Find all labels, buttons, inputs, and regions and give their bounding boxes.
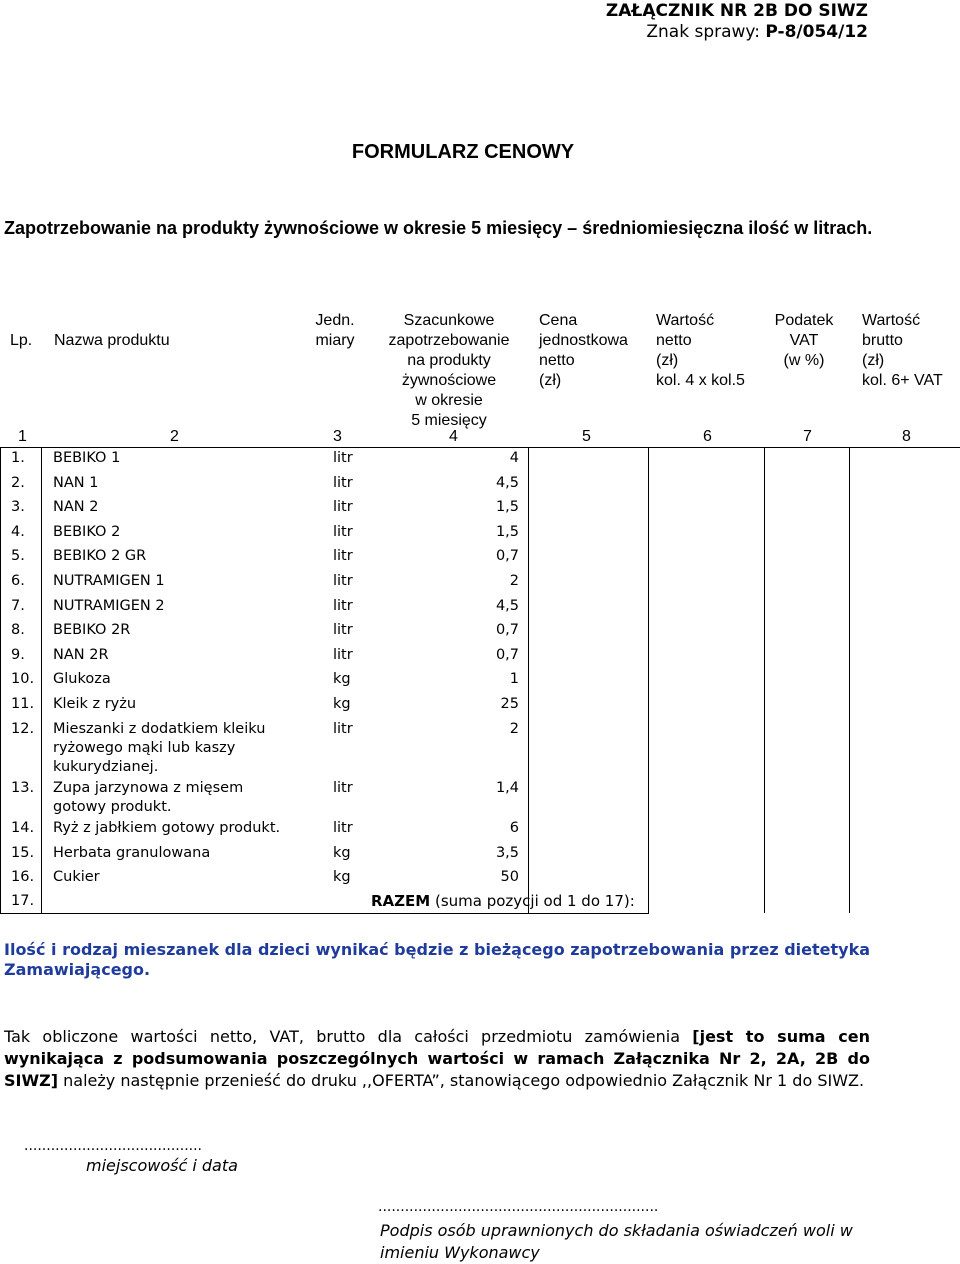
header-vat: Podatek VAT (w %) <box>774 312 834 369</box>
column-number: 3 <box>333 428 342 445</box>
header-lp: Lp. <box>10 332 33 349</box>
row-divider <box>0 447 960 448</box>
header-name: Nazwa produktu <box>54 332 170 349</box>
page-title: FORMULARZ CENOWY <box>351 141 575 163</box>
table-bottom-line <box>0 913 649 914</box>
case-number: Znak sprawy: P-8/054/12 <box>646 22 868 42</box>
column-number: 6 <box>703 428 712 445</box>
instruction-paragraph: Tak obliczone wartości netto, VAT, brutto dla całości przedmiotu zamówienia [jest to suma cen wynikająca z podsumowania poszczególnych wartości w ramach Załącznika Nr 2, 2A, 2B do SIWZ] należy następnie przenieść do druku ,,OFERTA”, stanowiącego odpowiednio Załącznik Nr 1 do SIWZ. <box>4 1027 871 1090</box>
column-number: 7 <box>803 428 812 445</box>
place-date-label: miejscowość i data <box>86 1156 238 1175</box>
attachment-label: ZAŁĄCZNIK NR 2B DO SIWZ <box>605 1 868 21</box>
note-text: Ilość i rodzaj mieszanek dla dzieci wynikać będzie z bieżącego zapotrzebowania przez dietetyka Zamawiającego. <box>4 940 871 979</box>
column-number: 4 <box>449 428 458 445</box>
signature-label: Podpis osób uprawnionych do składania oświadczeń woli w imieniu Wykonawcy <box>380 1221 853 1262</box>
column-divider <box>0 447 1 913</box>
column-number: 5 <box>582 428 591 445</box>
column-divider <box>764 447 765 913</box>
place-date-line: ........................................ <box>24 1138 203 1154</box>
header-price: Cena jednostkowa netto (zł) <box>539 312 628 389</box>
column-number: 8 <box>902 428 911 445</box>
header-demand: Szacunkowe zapotrzebowanie na produkty żywnościowe w okresie 5 miesięcy <box>388 312 510 429</box>
signature-line: ............................................................... <box>378 1199 659 1215</box>
column-number: 2 <box>170 428 179 445</box>
column-divider <box>849 447 850 913</box>
header-gross-value: Wartość brutto (zł) kol. 6+ VAT <box>862 312 943 389</box>
page-subtitle: Zapotrzebowanie na produkty żywnościowe w okresie 5 miesięcy – średniomiesięczna ilość w litrach. <box>4 218 873 238</box>
column-number: 1 <box>18 428 27 445</box>
header-unit: Jedn. miary <box>315 312 355 349</box>
column-divider <box>648 447 649 913</box>
header-net-value: Wartość netto (zł) kol. 4 x kol.5 <box>656 312 745 389</box>
column-divider <box>528 447 529 913</box>
column-divider <box>41 447 42 913</box>
total-label: RAZEM (suma pozycji od 1 do 17): <box>371 892 635 910</box>
